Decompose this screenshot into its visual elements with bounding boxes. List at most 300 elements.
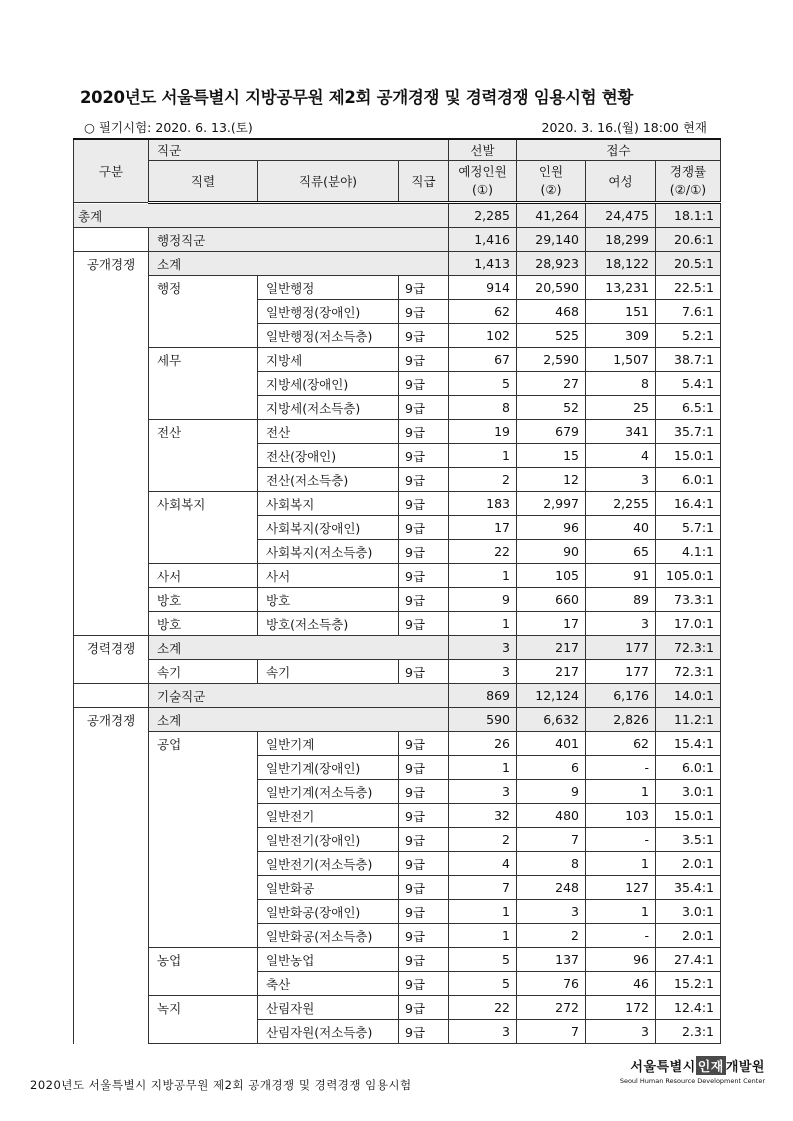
ratio-cell: 35.4:1 (656, 876, 721, 900)
grade-cell: 9급 (399, 276, 449, 300)
ratio-cell: 6.5:1 (656, 396, 721, 420)
applicants-cell: 12 (517, 468, 586, 492)
category-blank (74, 564, 149, 588)
applicants-cell: 2 (517, 924, 586, 948)
category-label: 경력경쟁 (74, 636, 149, 660)
planned-cell: 5 (449, 372, 517, 396)
row-label: 소계 (149, 708, 449, 732)
category-label: 공개경쟁 (74, 708, 149, 732)
table-row (74, 948, 721, 972)
logo-suffix: 개발원 (725, 1060, 765, 1075)
ratio-cell: 3.5:1 (656, 828, 721, 852)
grade-cell: 9급 (399, 300, 449, 324)
field-cell: 일반전기 (258, 804, 399, 828)
header-jeopsu: 접수 (517, 139, 721, 161)
field-cell: 일반기계(저소득층) (258, 780, 399, 804)
applicants-cell: 28,923 (517, 252, 586, 276)
exam-status-table (73, 138, 721, 1044)
planned-cell: 1 (449, 564, 517, 588)
female-cell: 46 (586, 972, 656, 996)
grade-cell: 9급 (399, 972, 449, 996)
grade-cell: 9급 (399, 924, 449, 948)
female-cell: 1 (586, 852, 656, 876)
ratio-cell: 5.4:1 (656, 372, 721, 396)
planned-cell: 3 (449, 660, 517, 684)
applicants-cell: 41,264 (517, 203, 586, 228)
header-ratio-line1: 경쟁률 (669, 164, 707, 179)
female-cell: 103 (586, 804, 656, 828)
female-cell: 25 (586, 396, 656, 420)
category-blank (74, 996, 149, 1020)
category-blank (74, 900, 149, 924)
series-cell: 전산 (149, 420, 258, 444)
field-cell: 지방세 (258, 348, 399, 372)
female-cell: 4 (586, 444, 656, 468)
applicants-cell: 660 (517, 588, 586, 612)
field-cell: 산림자원 (258, 996, 399, 1020)
applicants-cell: 679 (517, 420, 586, 444)
summary-row-tech_group (74, 684, 721, 708)
ratio-cell: 72.3:1 (656, 660, 721, 684)
series-cell (149, 804, 258, 828)
row-label: 총계 (74, 203, 449, 228)
grade-cell: 9급 (399, 732, 449, 756)
row-label: 기술직군 (149, 684, 449, 708)
summary-row-tech_open (74, 708, 721, 732)
category-blank (74, 276, 149, 300)
field-cell: 사서 (258, 564, 399, 588)
series-cell (149, 468, 258, 492)
field-cell: 지방세(저소득층) (258, 396, 399, 420)
series-cell: 방호 (149, 588, 258, 612)
field-cell: 속기 (258, 660, 399, 684)
planned-cell: 17 (449, 516, 517, 540)
ratio-cell: 5.7:1 (656, 516, 721, 540)
planned-cell: 8 (449, 396, 517, 420)
series-cell (149, 396, 258, 420)
category-blank (74, 660, 149, 684)
table-row (74, 1020, 721, 1044)
category-blank (74, 588, 149, 612)
field-cell: 일반행정 (258, 276, 399, 300)
grade-cell: 9급 (399, 828, 449, 852)
series-cell: 속기 (149, 660, 258, 684)
field-cell: 사회복지(저소득층) (258, 540, 399, 564)
ratio-cell: 17.0:1 (656, 612, 721, 636)
female-cell: - (586, 756, 656, 780)
table-row (74, 492, 721, 516)
ratio-cell: 16.4:1 (656, 492, 721, 516)
table-row (74, 876, 721, 900)
category-blank (74, 444, 149, 468)
female-cell: 18,122 (586, 252, 656, 276)
female-cell: 3 (586, 612, 656, 636)
series-cell: 공업 (149, 732, 258, 756)
header-jikgun: 직군 (149, 139, 449, 161)
female-cell: 18,299 (586, 228, 656, 252)
female-cell: 96 (586, 948, 656, 972)
applicants-cell: 217 (517, 636, 586, 660)
female-cell: - (586, 828, 656, 852)
series-cell (149, 1020, 258, 1044)
planned-cell: 9 (449, 588, 517, 612)
female-cell: 8 (586, 372, 656, 396)
planned-cell: 3 (449, 780, 517, 804)
field-cell: 축산 (258, 972, 399, 996)
female-cell: 1 (586, 780, 656, 804)
applicants-cell: 7 (517, 1020, 586, 1044)
female-cell: 62 (586, 732, 656, 756)
exam-date: ○ 필기시험: 2020. 6. 13.(토) (84, 120, 253, 135)
grade-cell: 9급 (399, 564, 449, 588)
grade-cell: 9급 (399, 372, 449, 396)
ratio-cell: 15.2:1 (656, 972, 721, 996)
series-cell (149, 876, 258, 900)
planned-cell: 2 (449, 468, 517, 492)
header-planned-line2: (①) (472, 182, 493, 197)
field-cell: 방호 (258, 588, 399, 612)
category-blank (74, 348, 149, 372)
header-jikgeup: 직급 (399, 161, 449, 203)
applicants-cell: 2,997 (517, 492, 586, 516)
applicants-cell: 12,124 (517, 684, 586, 708)
category-blank (74, 612, 149, 636)
table-row (74, 756, 721, 780)
table-row (74, 324, 721, 348)
table-row (74, 828, 721, 852)
category-blank (74, 876, 149, 900)
header-seonbal: 선발 (449, 139, 517, 161)
grade-cell: 9급 (399, 804, 449, 828)
summary-row-admin_group (74, 228, 721, 252)
category-blank (74, 324, 149, 348)
category-blank (74, 300, 149, 324)
female-cell: 151 (586, 300, 656, 324)
category-blank (74, 1020, 149, 1044)
field-cell: 일반전기(저소득층) (258, 852, 399, 876)
category-blank (74, 420, 149, 444)
row-label: 소계 (149, 252, 449, 276)
logo-wordmark (620, 1056, 765, 1075)
logo-boxed: 인재 (696, 1056, 726, 1075)
applicants-cell: 248 (517, 876, 586, 900)
planned-cell: 62 (449, 300, 517, 324)
applicants-cell: 76 (517, 972, 586, 996)
category-blank (74, 228, 149, 252)
series-cell: 방호 (149, 612, 258, 636)
category-blank (74, 972, 149, 996)
row-label: 행정직군 (149, 228, 449, 252)
planned-cell: 22 (449, 540, 517, 564)
table-row (74, 396, 721, 420)
table-row (74, 972, 721, 996)
series-cell (149, 540, 258, 564)
series-cell: 세무 (149, 348, 258, 372)
table-row (74, 924, 721, 948)
applicants-cell: 27 (517, 372, 586, 396)
header-applicants (517, 161, 586, 203)
applicants-cell: 6 (517, 756, 586, 780)
summary-row-total (74, 203, 721, 228)
field-cell: 일반전기(장애인) (258, 828, 399, 852)
ratio-cell: 12.4:1 (656, 996, 721, 1020)
table-row (74, 996, 721, 1020)
planned-cell: 7 (449, 876, 517, 900)
applicants-cell: 2,590 (517, 348, 586, 372)
planned-cell: 590 (449, 708, 517, 732)
table-row (74, 564, 721, 588)
header-applicants-line2: (②) (540, 182, 562, 197)
field-cell: 사회복지(장애인) (258, 516, 399, 540)
table-row (74, 588, 721, 612)
applicants-cell: 525 (517, 324, 586, 348)
field-cell: 일반행정(저소득층) (258, 324, 399, 348)
grade-cell: 9급 (399, 852, 449, 876)
female-cell: 2,255 (586, 492, 656, 516)
female-cell: 3 (586, 468, 656, 492)
table-row (74, 348, 721, 372)
planned-cell: 183 (449, 492, 517, 516)
applicants-cell: 105 (517, 564, 586, 588)
planned-cell: 2,285 (449, 203, 517, 228)
series-cell (149, 300, 258, 324)
planned-cell: 5 (449, 972, 517, 996)
female-cell: 89 (586, 588, 656, 612)
applicants-cell: 272 (517, 996, 586, 1020)
grade-cell: 9급 (399, 948, 449, 972)
series-cell: 행정 (149, 276, 258, 300)
field-cell: 일반화공(장애인) (258, 900, 399, 924)
table-row (74, 276, 721, 300)
header-jikryu: 직류(분야) (258, 161, 399, 203)
header-ratio (656, 161, 721, 203)
table-row (74, 300, 721, 324)
ratio-cell: 4.1:1 (656, 540, 721, 564)
planned-cell: 1,413 (449, 252, 517, 276)
ratio-cell: 15.0:1 (656, 804, 721, 828)
field-cell: 일반행정(장애인) (258, 300, 399, 324)
planned-cell: 2 (449, 828, 517, 852)
logo-subtitle: Seoul Human Resource Development Center (619, 1077, 765, 1085)
category-blank (74, 372, 149, 396)
header-ratio-line2: (②/①) (669, 182, 707, 197)
grade-cell: 9급 (399, 396, 449, 420)
field-cell: 산림자원(저소득층) (258, 1020, 399, 1044)
ratio-cell: 20.5:1 (656, 252, 721, 276)
ratio-cell: 20.6:1 (656, 228, 721, 252)
summary-row-admin_open (74, 252, 721, 276)
applicants-cell: 8 (517, 852, 586, 876)
planned-cell: 869 (449, 684, 517, 708)
female-cell: 341 (586, 420, 656, 444)
grade-cell: 9급 (399, 516, 449, 540)
series-cell (149, 756, 258, 780)
series-cell: 농업 (149, 948, 258, 972)
table-row (74, 660, 721, 684)
planned-cell: 1 (449, 900, 517, 924)
category-blank (74, 468, 149, 492)
planned-cell: 1 (449, 612, 517, 636)
applicants-cell: 468 (517, 300, 586, 324)
planned-cell: 102 (449, 324, 517, 348)
field-cell: 방호(저소득층) (258, 612, 399, 636)
ratio-cell: 22.5:1 (656, 276, 721, 300)
series-cell (149, 444, 258, 468)
field-cell: 전산 (258, 420, 399, 444)
series-cell (149, 828, 258, 852)
ratio-cell: 2.3:1 (656, 1020, 721, 1044)
category-blank (74, 852, 149, 876)
applicants-cell: 6,632 (517, 708, 586, 732)
ratio-cell: 2.0:1 (656, 924, 721, 948)
female-cell: 40 (586, 516, 656, 540)
ratio-cell: 3.0:1 (656, 780, 721, 804)
planned-cell: 4 (449, 852, 517, 876)
ratio-cell: 18.1:1 (656, 203, 721, 228)
planned-cell: 1,416 (449, 228, 517, 252)
ratio-cell: 7.6:1 (656, 300, 721, 324)
female-cell: 65 (586, 540, 656, 564)
series-cell (149, 324, 258, 348)
field-cell: 지방세(장애인) (258, 372, 399, 396)
female-cell: 3 (586, 1020, 656, 1044)
category-blank (74, 396, 149, 420)
table-row (74, 780, 721, 804)
planned-cell: 1 (449, 444, 517, 468)
ratio-cell: 14.0:1 (656, 684, 721, 708)
planned-cell: 914 (449, 276, 517, 300)
grade-cell: 9급 (399, 420, 449, 444)
planned-cell: 26 (449, 732, 517, 756)
series-cell (149, 852, 258, 876)
category-blank (74, 756, 149, 780)
ratio-cell: 38.7:1 (656, 348, 721, 372)
ratio-cell: 5.2:1 (656, 324, 721, 348)
field-cell: 사회복지 (258, 492, 399, 516)
as-of-date: 2020. 3. 16.(월) 18:00 현재 (541, 120, 707, 135)
applicants-cell: 29,140 (517, 228, 586, 252)
applicants-cell: 480 (517, 804, 586, 828)
table-row (74, 444, 721, 468)
table-row (74, 804, 721, 828)
planned-cell: 1 (449, 756, 517, 780)
table-row (74, 732, 721, 756)
grade-cell: 9급 (399, 468, 449, 492)
header-planned-line1: 예정인원 (458, 164, 507, 179)
grade-cell: 9급 (399, 348, 449, 372)
header-gubun: 구분 (74, 139, 149, 203)
planned-cell: 32 (449, 804, 517, 828)
female-cell: 127 (586, 876, 656, 900)
series-cell: 사회복지 (149, 492, 258, 516)
series-cell (149, 924, 258, 948)
grade-cell: 9급 (399, 444, 449, 468)
grade-cell: 9급 (399, 612, 449, 636)
grade-cell: 9급 (399, 492, 449, 516)
female-cell: 13,231 (586, 276, 656, 300)
ratio-cell: 27.4:1 (656, 948, 721, 972)
planned-cell: 19 (449, 420, 517, 444)
grade-cell: 9급 (399, 876, 449, 900)
series-cell: 녹지 (149, 996, 258, 1020)
header-jikryeol: 직렬 (149, 161, 258, 203)
summary-row-admin_career (74, 636, 721, 660)
applicants-cell: 401 (517, 732, 586, 756)
logo-prefix: 서울특별시 (630, 1060, 696, 1075)
applicants-cell: 217 (517, 660, 586, 684)
header-applicants-line1: 인원 (538, 164, 564, 179)
table-row (74, 612, 721, 636)
applicants-cell: 137 (517, 948, 586, 972)
logo (620, 1056, 765, 1085)
category-blank (74, 804, 149, 828)
female-cell: 1 (586, 900, 656, 924)
planned-cell: 3 (449, 1020, 517, 1044)
field-cell: 전산(저소득층) (258, 468, 399, 492)
category-blank (74, 540, 149, 564)
category-blank (74, 924, 149, 948)
table-row (74, 372, 721, 396)
ratio-cell: 72.3:1 (656, 636, 721, 660)
applicants-cell: 7 (517, 828, 586, 852)
field-cell: 일반기계(장애인) (258, 756, 399, 780)
ratio-cell: 35.7:1 (656, 420, 721, 444)
female-cell: 177 (586, 636, 656, 660)
category-blank (74, 948, 149, 972)
field-cell: 일반농업 (258, 948, 399, 972)
field-cell: 전산(장애인) (258, 444, 399, 468)
grade-cell: 9급 (399, 996, 449, 1020)
female-cell: 1,507 (586, 348, 656, 372)
planned-cell: 67 (449, 348, 517, 372)
ratio-cell: 15.0:1 (656, 444, 721, 468)
ratio-cell: 6.0:1 (656, 756, 721, 780)
series-cell (149, 900, 258, 924)
ratio-cell: 3.0:1 (656, 900, 721, 924)
grade-cell: 9급 (399, 540, 449, 564)
planned-cell: 1 (449, 924, 517, 948)
applicants-cell: 20,590 (517, 276, 586, 300)
planned-cell: 22 (449, 996, 517, 1020)
ratio-cell: 2.0:1 (656, 852, 721, 876)
applicants-cell: 96 (517, 516, 586, 540)
grade-cell: 9급 (399, 900, 449, 924)
header-female: 여성 (586, 161, 656, 203)
female-cell: 177 (586, 660, 656, 684)
category-blank (74, 732, 149, 756)
table-row (74, 420, 721, 444)
grade-cell: 9급 (399, 588, 449, 612)
female-cell: 91 (586, 564, 656, 588)
table-row (74, 468, 721, 492)
series-cell (149, 372, 258, 396)
footer-text: 2020년도 서울특별시 지방공무원 제2회 공개경쟁 및 경력경쟁 임용시험 (30, 1078, 412, 1092)
female-cell: 24,475 (586, 203, 656, 228)
category-blank (74, 492, 149, 516)
category-blank (74, 684, 149, 708)
field-cell: 일반기계 (258, 732, 399, 756)
female-cell: 6,176 (586, 684, 656, 708)
grade-cell: 9급 (399, 780, 449, 804)
table-row (74, 852, 721, 876)
female-cell: 309 (586, 324, 656, 348)
header-planned (449, 161, 517, 203)
female-cell: 172 (586, 996, 656, 1020)
applicants-cell: 3 (517, 900, 586, 924)
series-cell (149, 780, 258, 804)
table-row (74, 516, 721, 540)
planned-cell: 3 (449, 636, 517, 660)
